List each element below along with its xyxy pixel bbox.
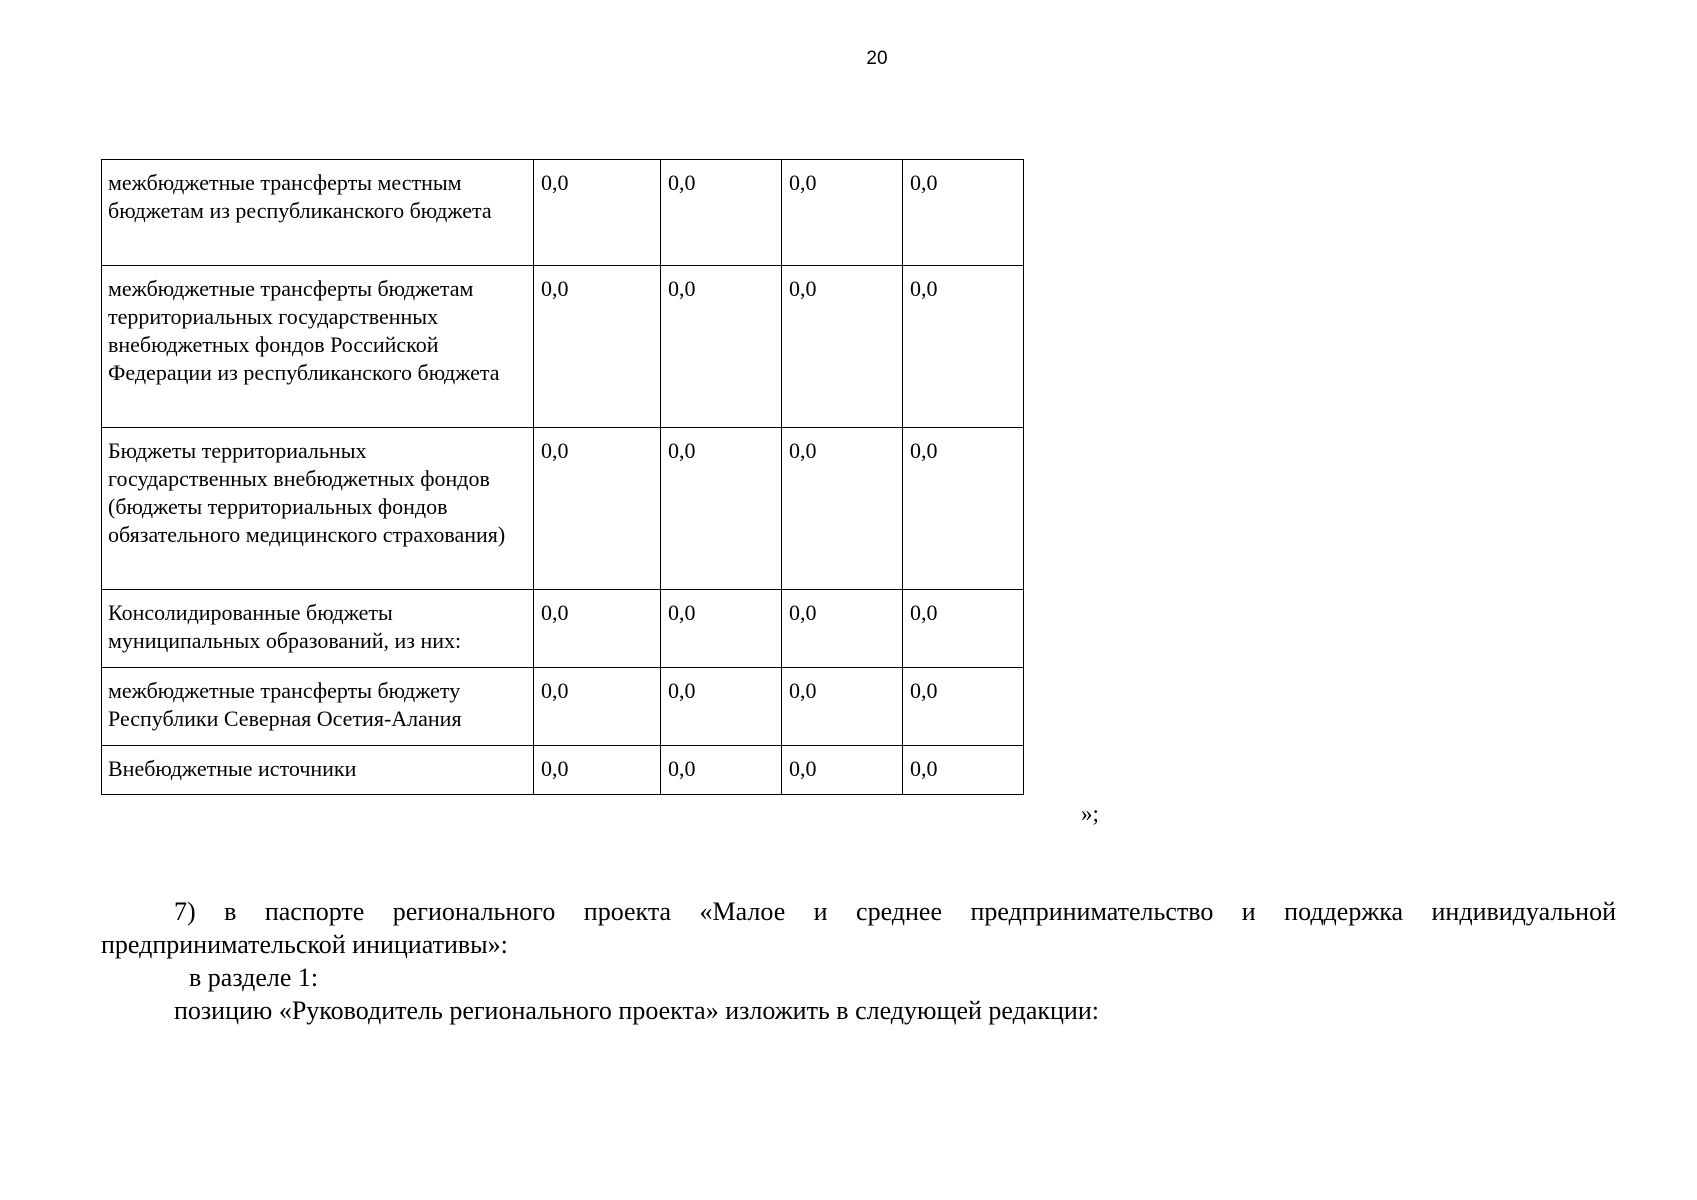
row-value: 0,0 xyxy=(903,160,1024,266)
row-name: межбюджетные трансферты бюджету Республики Северная Осетия-Алания xyxy=(102,668,534,746)
budget-table xyxy=(101,159,1024,795)
row-value: 0,0 xyxy=(903,266,1024,428)
row-value: 0,0 xyxy=(782,428,903,590)
row-value: 0,0 xyxy=(661,590,782,668)
row-value: 0,0 xyxy=(782,266,903,428)
row-value: 0,0 xyxy=(534,590,661,668)
closing-quote: »; xyxy=(1081,801,1099,826)
table-row xyxy=(102,668,1024,746)
row-name: межбюджетные трансферты бюджетам территориальных государственных внебюджетных фондов Российской Федерации из республиканского бюджета xyxy=(102,266,534,428)
row-name: Внебюджетные источники xyxy=(102,746,534,795)
section-reference: в разделе 1: xyxy=(189,963,319,992)
table-row xyxy=(102,746,1024,795)
row-value: 0,0 xyxy=(534,428,661,590)
row-value: 0,0 xyxy=(903,746,1024,795)
row-value: 0,0 xyxy=(534,266,661,428)
row-value: 0,0 xyxy=(903,668,1024,746)
row-value: 0,0 xyxy=(782,590,903,668)
row-value: 0,0 xyxy=(661,668,782,746)
table-row xyxy=(102,160,1024,266)
row-value: 0,0 xyxy=(782,668,903,746)
row-name: межбюджетные трансферты местным бюджетам из республиканского бюджета xyxy=(102,160,534,266)
table-row xyxy=(102,266,1024,428)
row-value: 0,0 xyxy=(661,266,782,428)
row-value: 0,0 xyxy=(534,668,661,746)
row-value: 0,0 xyxy=(534,746,661,795)
row-name: Консолидированные бюджеты муниципальных образований, из них: xyxy=(102,590,534,668)
amendment-paragraph: 7) в паспорте регионального проекта «Малое и среднее предпринимательство и поддержка индивидуальной предпринимательской инициативы»: xyxy=(101,897,1616,959)
table-row xyxy=(102,590,1024,668)
row-value: 0,0 xyxy=(782,746,903,795)
row-value: 0,0 xyxy=(903,590,1024,668)
row-name: Бюджеты территориальных государственных внебюджетных фондов (бюджеты территориальных фондов обязательного медицинского страхования) xyxy=(102,428,534,590)
row-value: 0,0 xyxy=(661,160,782,266)
row-value: 0,0 xyxy=(661,746,782,795)
row-value: 0,0 xyxy=(782,160,903,266)
table-row xyxy=(102,428,1024,590)
row-value: 0,0 xyxy=(661,428,782,590)
row-value: 0,0 xyxy=(903,428,1024,590)
row-value: 0,0 xyxy=(534,160,661,266)
page-number: 20 xyxy=(866,48,888,69)
position-instruction: позицию «Руководитель регионального проекта» изложить в следующей редакции: xyxy=(174,996,1099,1025)
